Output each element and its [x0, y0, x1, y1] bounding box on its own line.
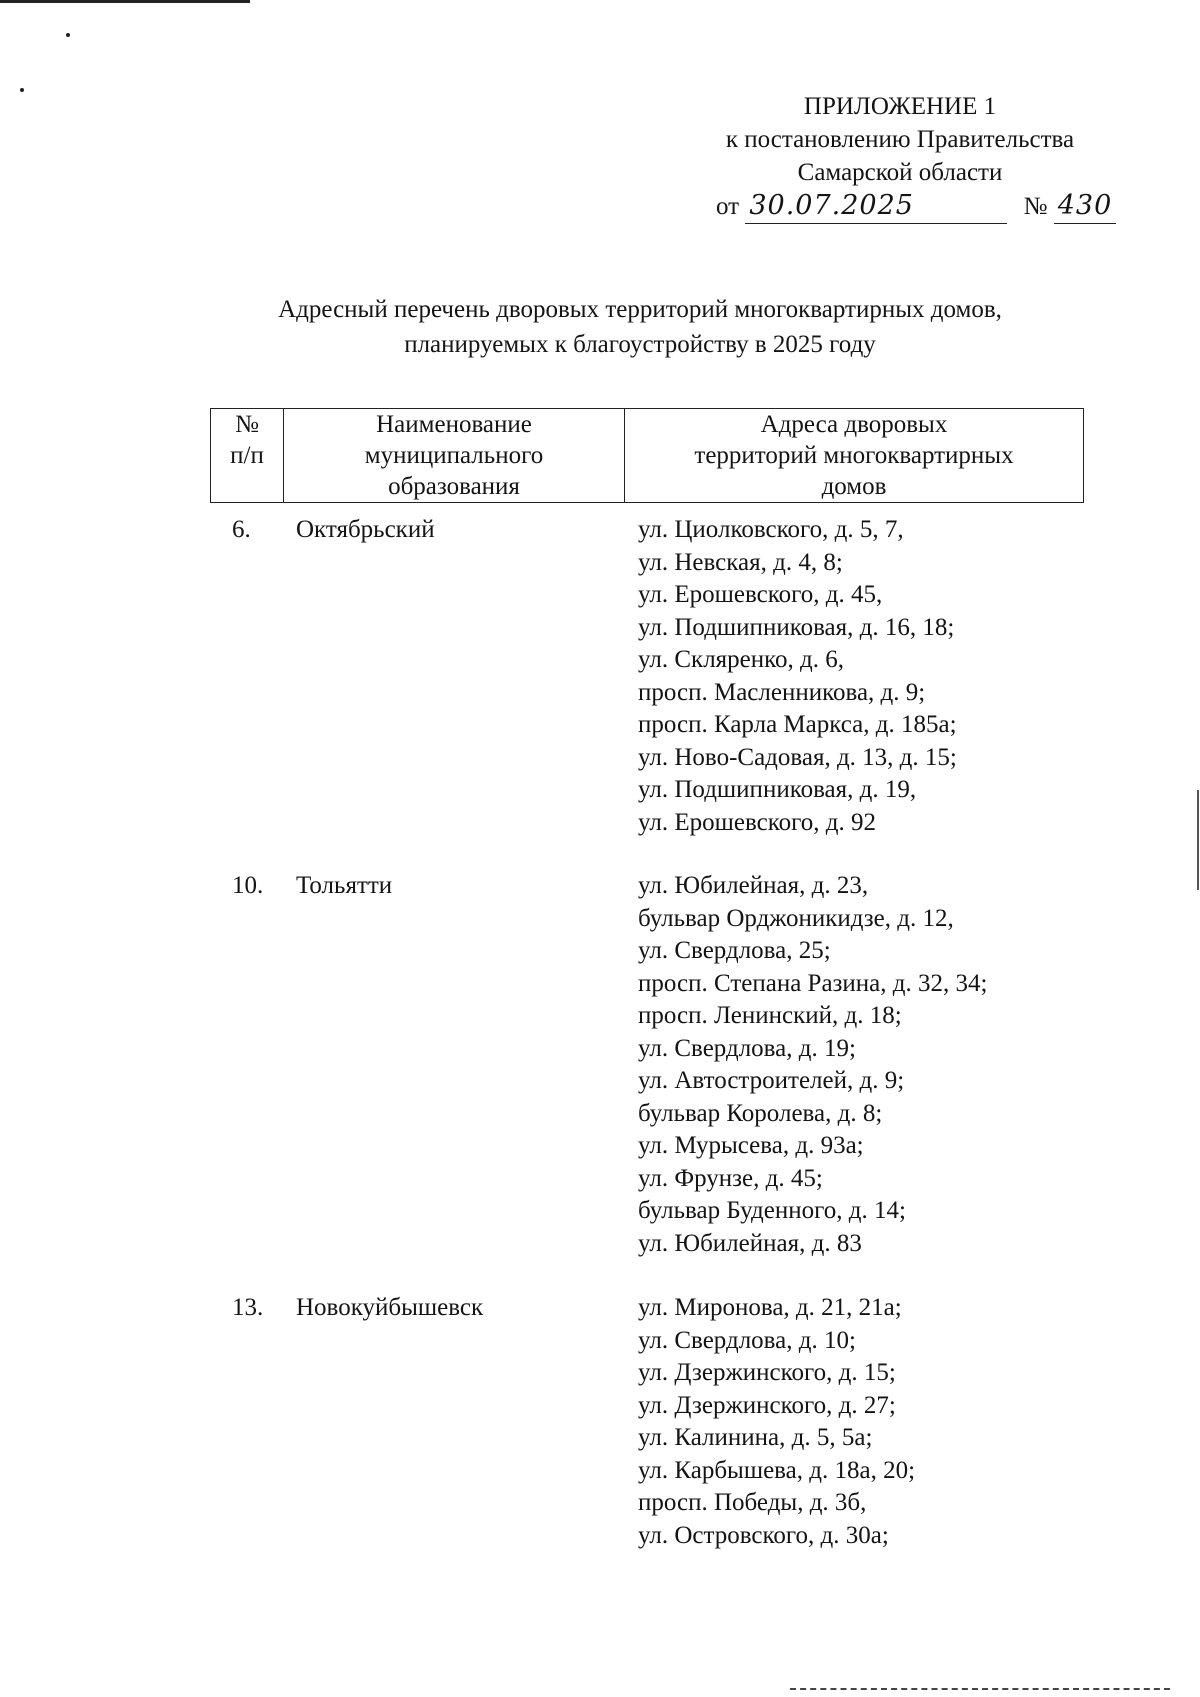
address-line: ул. Циолковского, д. 5, 7, — [638, 516, 904, 543]
address-line: просп. Карла Маркса, д. 185а; — [638, 711, 957, 738]
title-line-1: Адресный перечень дворовых территорий многоквартирных домов, — [278, 296, 1002, 323]
title-line-2: планируемых к благоустройству в 2025 году — [404, 331, 876, 358]
address-line: ул. Юбилейная, д. 83 — [638, 1229, 862, 1257]
address-line: ул. Фрунзе, д. 45; — [638, 1164, 823, 1192]
address-list — [638, 514, 957, 839]
address-line: бульвар Буденного, д. 14; — [638, 1197, 906, 1224]
address-line: ул. Карбышева, д. 18а, 20; — [638, 1456, 916, 1484]
address-line: ул. Скляренко, д. 6, — [638, 646, 844, 673]
address-list — [638, 870, 987, 1260]
address-line: ул. Подшипниковая, д. 19, — [638, 776, 917, 803]
address-line: ул. Юбилейная, д. 23, — [638, 872, 869, 899]
address-line: ул. Островского, д. 30а; — [638, 1521, 889, 1549]
handwritten-date: 30.07.2025 — [749, 190, 914, 221]
address-line: ул. Дзержинского, д. 27; — [638, 1391, 896, 1419]
address-list — [638, 1292, 915, 1552]
address-line: просп. Степана Разина, д. 32, 34; — [638, 969, 988, 997]
address-line: ул. Свердлова, 25; — [638, 937, 831, 964]
address-line: ул. Автостроителей, д. 9; — [638, 1067, 905, 1094]
municipality-name: Новокуйбышевск — [296, 1294, 484, 1321]
address-line: ул. Ерошевского, д. 45, — [638, 581, 883, 608]
address-line: ул. Миронова, д. 21, 21а; — [638, 1294, 902, 1321]
address-line: бульвар Орджоникидзе, д. 12, — [638, 904, 954, 932]
scan-dashed-edge — [790, 1688, 1170, 1690]
address-line: ул. Свердлова, д. 10; — [638, 1326, 856, 1354]
number-sign: № — [1023, 193, 1048, 220]
row-number: 6. — [232, 516, 251, 543]
municipality-name: Октябрьский — [296, 516, 435, 543]
address-line: ул. Подшипниковая, д. 16, 18; — [638, 613, 955, 641]
header-text: территорий многоквартирных — [694, 442, 1014, 469]
address-line: ул. Калинина, д. 5, 5а; — [638, 1424, 873, 1451]
row-number: 13. — [232, 1294, 264, 1321]
address-line: ул. Дзержинского, д. 15; — [638, 1359, 896, 1386]
address-line: просп. Победы, д. 3б, — [638, 1489, 867, 1516]
address-line: бульвар Королева, д. 8; — [638, 1099, 883, 1127]
handwritten-number: 430 — [1057, 190, 1113, 221]
header-text: Наименование — [376, 411, 532, 438]
header-text: Адреса дворовых — [760, 411, 948, 438]
header-text: муниципального — [364, 442, 544, 469]
header-text: домов — [821, 473, 887, 500]
address-line: ул. Свердлова, д. 19; — [638, 1034, 856, 1062]
address-line: просп. Ленинский, д. 18; — [638, 1002, 902, 1029]
region-line: Самарской области — [797, 159, 1003, 186]
appendix-title: ПРИЛОЖЕНИЕ 1 — [803, 93, 997, 120]
row-number: 10. — [232, 872, 264, 899]
header-text: п/п — [230, 442, 264, 469]
address-line: ул. Невская, д. 4, 8; — [638, 548, 843, 576]
header-text: образования — [388, 473, 520, 500]
resolution-line: к постановлению Правительства — [725, 126, 1075, 153]
address-line: просп. Масленникова, д. 9; — [638, 678, 926, 706]
header-text: № — [235, 411, 259, 438]
address-line: ул. Мурысева, д. 93а; — [638, 1132, 864, 1159]
address-line: ул. Ново-Садовая, д. 13, д. 15; — [638, 743, 957, 771]
date-prefix: от — [716, 193, 740, 220]
municipality-name: Тольятти — [296, 872, 393, 899]
address-line: ул. Ерошевского, д. 92 — [638, 808, 876, 836]
